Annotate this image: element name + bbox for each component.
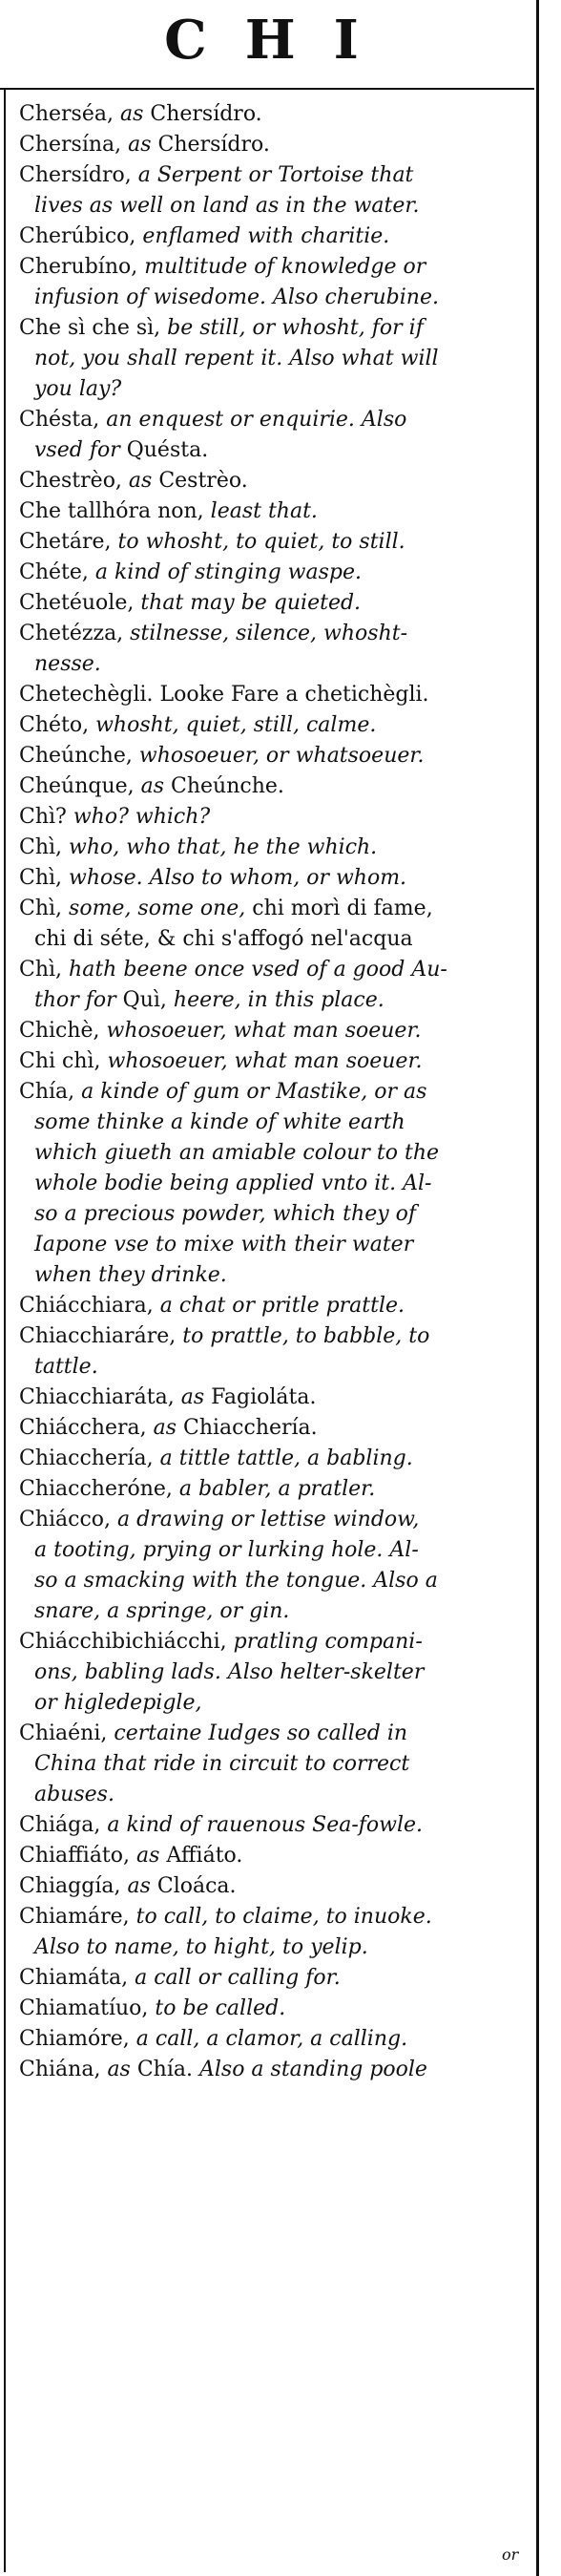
definition-text: as	[107, 2058, 137, 2081]
dictionary-entry	[19, 527, 534, 558]
dictionary-entry	[19, 496, 534, 527]
entry-continuation-line	[19, 374, 534, 405]
definition-text: some thinke a kinde of white earth	[34, 1110, 405, 1134]
entry-first-line	[19, 619, 534, 649]
headword-text: Chì,	[19, 958, 70, 982]
headword-text: Quésta.	[126, 438, 209, 462]
right-rule	[536, 0, 539, 2576]
dictionary-entry	[19, 619, 534, 680]
headword-text: Chéto,	[19, 713, 96, 737]
definition-text: infusion of wisedome. Also cherubine.	[34, 285, 439, 309]
headword-text: Chiaffiáto,	[19, 1844, 137, 1868]
entry-first-line	[19, 222, 534, 252]
dictionary-entry	[19, 1413, 534, 1444]
dictionary-entry	[19, 1016, 534, 1046]
headword-text: Chiacchería.	[183, 1416, 318, 1440]
entry-continuation-line	[19, 1230, 534, 1260]
headword-text: chi morì di fame,	[252, 897, 433, 920]
entry-continuation-line	[19, 1352, 534, 1383]
dictionary-entry	[19, 588, 534, 619]
entry-continuation-line	[19, 1138, 534, 1169]
headword-text: Chetechègli. Looke Fare a chetichègli.	[19, 683, 429, 707]
entry-first-line	[19, 802, 534, 833]
entry-first-line	[19, 863, 534, 894]
definition-text: Iapone vse to mixe with their water	[34, 1233, 414, 1256]
definition-text: so a smacking with the tongue. Also a	[34, 1569, 438, 1593]
definition-text: vsed for	[34, 438, 127, 462]
entry-continuation-line	[19, 1535, 534, 1566]
entry-first-line	[19, 1994, 534, 2024]
entry-first-line	[19, 1077, 534, 1108]
entry-continuation-line	[19, 435, 534, 466]
headword-text: chi di séte, & chi s'affogó nel'acqua	[34, 927, 413, 951]
headword-text: Fagioláta.	[211, 1385, 317, 1409]
headword-text: Chía,	[19, 1080, 82, 1104]
definition-text: enflamed with charitie.	[142, 224, 390, 248]
dictionary-entry	[19, 955, 534, 1016]
definition-text: as	[127, 1874, 157, 1898]
dictionary-entry	[19, 1474, 534, 1505]
dictionary-entry	[19, 1627, 534, 1719]
headword-text: Cestrèo.	[158, 469, 248, 493]
headword-text: Chestrèo,	[19, 469, 129, 493]
entry-continuation-line	[19, 191, 534, 222]
entry-first-line	[19, 1902, 534, 1932]
headword-text: Chì?	[19, 805, 73, 829]
headword-text: Chiána,	[19, 2058, 108, 2081]
headword-text: Cheúnque,	[19, 774, 141, 798]
headword-text: Che tallhóra non,	[19, 499, 211, 523]
definition-text: hath beene once vsed of a good Au-	[69, 958, 447, 982]
entry-first-line	[19, 1291, 534, 1321]
entry-first-line	[19, 558, 534, 588]
entry-continuation-line	[19, 1688, 534, 1719]
dictionary-entry	[19, 710, 534, 741]
definition-text: a chat or pritle prattle.	[159, 1294, 405, 1318]
headword-text: Chiacchiaráta,	[19, 1385, 181, 1409]
dictionary-entry	[19, 680, 534, 710]
entry-continuation-line	[19, 924, 534, 955]
definition-text: a tittle tattle, a babling.	[159, 1446, 413, 1470]
headword-text: Chersídro.	[150, 102, 262, 126]
dictionary-entry	[19, 1902, 534, 1963]
entry-continuation-line	[19, 1108, 534, 1138]
entry-first-line	[19, 833, 534, 863]
headword-text: Chiamáta,	[19, 1966, 135, 1990]
definition-text: tattle.	[34, 1355, 98, 1379]
definition-text: as	[140, 774, 172, 798]
entry-first-line	[19, 1810, 534, 1841]
dictionary-entry	[19, 2055, 534, 2085]
definition-text: to prattle, to babble, to	[182, 1324, 430, 1348]
headword-text: Chésta,	[19, 408, 107, 432]
definition-text: whosoeuer, what man soeuer.	[106, 1019, 422, 1043]
headword-text: Chiácco,	[19, 1508, 118, 1531]
definition-text: multitude of knowledge or	[144, 255, 426, 279]
entry-continuation-line	[19, 344, 534, 374]
entry-first-line	[19, 99, 534, 130]
dictionary-entry	[19, 833, 534, 863]
page-title: CHI	[164, 9, 397, 72]
entry-continuation-line	[19, 985, 534, 1016]
definition-text: you lay?	[34, 377, 122, 401]
entry-first-line	[19, 741, 534, 771]
dictionary-entry	[19, 1994, 534, 2024]
entry-first-line	[19, 1474, 534, 1505]
dictionary-entry	[19, 1444, 534, 1474]
headword-text: Cheúnche.	[171, 774, 284, 798]
dictionary-entry	[19, 894, 534, 955]
definition-text: an enquest or enquirie. Also	[106, 408, 407, 432]
entry-first-line	[19, 1444, 534, 1474]
entry-first-line	[19, 1719, 534, 1749]
dictionary-entry	[19, 1077, 534, 1291]
headword-text: Chiága,	[19, 1813, 108, 1837]
definition-text: Also a standing poole	[198, 2058, 427, 2081]
headword-text: Quì,	[122, 988, 174, 1012]
entry-first-line	[19, 496, 534, 527]
definition-text: to call, to claime, to inuoke.	[135, 1905, 432, 1929]
headword-text: Chiácchibichiácchi,	[19, 1630, 234, 1654]
dictionary-entry	[19, 802, 534, 833]
headword-text: Chersína,	[19, 133, 129, 157]
headword-text: Chersídro,	[19, 163, 138, 187]
definition-text: a drawing or lettise window,	[117, 1508, 420, 1531]
dictionary-entry	[19, 1871, 534, 1902]
headword-text: Chiamóre,	[19, 2027, 136, 2051]
headword-text: Cherúbico,	[19, 224, 143, 248]
headword-text: Chiamáre,	[19, 1905, 136, 1929]
definition-text: whole bodie being applied vnto it. Al-	[34, 1172, 432, 1195]
entry-first-line	[19, 1627, 534, 1658]
definition-text: not, you shall repent it. Also what will	[34, 347, 439, 370]
entry-continuation-line	[19, 649, 534, 680]
dictionary-entry	[19, 741, 534, 771]
definition-text: ons, babling lads. Also helter-skelter	[34, 1660, 425, 1684]
entry-first-line	[19, 955, 534, 985]
dictionary-entry	[19, 1505, 534, 1627]
definition-text: as	[180, 1385, 212, 1409]
entry-first-line	[19, 405, 534, 435]
headword-text: Chì,	[19, 897, 70, 920]
entry-continuation-line	[19, 1932, 534, 1963]
entry-continuation-line	[19, 1199, 534, 1230]
definition-text: thor for	[34, 988, 123, 1012]
dictionary-entry	[19, 99, 534, 130]
headword-text: Chiacchería,	[19, 1446, 160, 1470]
headword-text: Cherubíno,	[19, 255, 145, 279]
headword-text: Chetézza,	[19, 622, 131, 645]
headword-text: Chiácchera,	[19, 1416, 154, 1440]
entry-first-line	[19, 252, 534, 283]
entry-first-line	[19, 1841, 534, 1871]
definition-text: some, some one,	[69, 897, 253, 920]
dictionary-entry	[19, 1383, 534, 1413]
definition-text: who? which?	[73, 805, 211, 829]
definition-text: that may be quieted.	[140, 591, 362, 615]
definition-text: so a precious powder, which they of	[34, 1202, 417, 1226]
entry-first-line	[19, 1413, 534, 1444]
definition-text: as	[128, 133, 158, 157]
dictionary-entry	[19, 1963, 534, 1994]
headword-text: Chiacchiaráre,	[19, 1324, 183, 1348]
entry-continuation-line	[19, 1596, 534, 1627]
definition-text: China that ride in circuit to correct	[34, 1752, 410, 1776]
definition-text: abuses.	[34, 1783, 114, 1806]
definition-text: heere, in this place.	[173, 988, 384, 1012]
entry-continuation-line	[19, 1260, 534, 1291]
dictionary-entry	[19, 405, 534, 466]
entry-first-line	[19, 2024, 534, 2055]
headword-text: Chiaéni,	[19, 1721, 114, 1745]
dictionary-entry	[19, 1810, 534, 1841]
definition-text: whose. Also to whom, or whom.	[69, 866, 407, 890]
definition-text: whosoeuer, or whatsoeuer.	[138, 744, 425, 768]
dictionary-entry	[19, 130, 534, 160]
dictionary-entry	[19, 252, 534, 313]
entry-first-line	[19, 1046, 534, 1077]
headword-text: Cherséa,	[19, 102, 120, 126]
top-rule	[0, 88, 534, 90]
dictionary-entry	[19, 313, 534, 405]
dictionary-entry	[19, 1321, 534, 1383]
entry-first-line	[19, 1016, 534, 1046]
entry-first-line	[19, 894, 534, 924]
definition-text: nesse.	[34, 652, 101, 676]
headword-text: Chiaccheróne,	[19, 1477, 179, 1501]
headword-text: Chi chì,	[19, 1049, 108, 1073]
entry-first-line	[19, 1871, 534, 1902]
headword-text: Chì,	[19, 866, 70, 890]
definition-text: stilnesse, silence, whosht-	[130, 622, 408, 645]
definition-text: certaine Iudges so called in	[114, 1721, 408, 1745]
entries-column	[19, 99, 534, 2085]
dictionary-entry	[19, 1046, 534, 1077]
headword-text: Chiácchiara,	[19, 1294, 160, 1318]
dictionary-entry	[19, 771, 534, 802]
headword-text: Chersídro.	[157, 133, 270, 157]
definition-text: as	[119, 102, 151, 126]
definition-text: or higledepigle,	[34, 1691, 202, 1715]
definition-text: as	[136, 1844, 167, 1868]
headword-text: Affiáto.	[166, 1844, 243, 1868]
dictionary-entry	[19, 558, 534, 588]
headword-text: Chetéuole,	[19, 591, 141, 615]
definition-text: a kind of stinging waspe.	[94, 560, 363, 584]
entry-first-line	[19, 680, 534, 710]
headword-text: Chía.	[136, 2058, 199, 2081]
dictionary-entry	[19, 160, 534, 222]
definition-text: as	[153, 1416, 184, 1440]
entry-first-line	[19, 1505, 534, 1535]
headword-text: Che sì che sì,	[19, 316, 168, 340]
definition-text: to be called.	[155, 1996, 286, 2020]
definition-text: lives as well on land as in the water.	[34, 194, 420, 218]
definition-text: a tooting, prying or lurking hole. Al-	[34, 1538, 419, 1562]
entry-first-line	[19, 130, 534, 160]
entry-continuation-line	[19, 283, 534, 313]
entry-continuation-line	[19, 1169, 534, 1199]
entry-first-line	[19, 1963, 534, 1994]
definition-text: pratling compani-	[233, 1630, 423, 1654]
entry-continuation-line	[19, 1749, 534, 1780]
entry-first-line	[19, 2055, 534, 2085]
entry-first-line	[19, 313, 534, 344]
entry-first-line	[19, 1321, 534, 1352]
entry-continuation-line	[19, 1566, 534, 1596]
definition-text: a kinde of gum or Mastike, or as	[81, 1080, 427, 1104]
definition-text: a call, a clamor, a calling.	[135, 2027, 408, 2051]
definition-text: who, who that, he the which.	[69, 835, 378, 859]
entry-continuation-line	[19, 1780, 534, 1810]
headword-text: Chichè,	[19, 1019, 107, 1043]
entry-first-line	[19, 710, 534, 741]
definition-text: to whosht, to quiet, to still.	[117, 530, 405, 554]
definition-text: Also to name, to hight, to yelip.	[34, 1935, 368, 1959]
dictionary-entry	[19, 1719, 534, 1810]
definition-text: whosoeuer, what man soeuer.	[107, 1049, 423, 1073]
entry-first-line	[19, 527, 534, 558]
headword-text: Chì,	[19, 835, 70, 859]
catchword: or	[502, 2545, 519, 2564]
entry-first-line	[19, 1383, 534, 1413]
definition-text: a kind of rauenous Sea-fowle.	[107, 1813, 424, 1837]
definition-text: be still, or whosht, for if	[167, 316, 424, 340]
headword-text: Cloáca.	[156, 1874, 237, 1898]
entry-first-line	[19, 466, 534, 496]
dictionary-entry	[19, 1841, 534, 1871]
definition-text: as	[128, 469, 159, 493]
definition-text: when they drinke.	[34, 1263, 227, 1287]
entry-first-line	[19, 771, 534, 802]
definition-text: a Serpent or Tortoise that	[137, 163, 414, 187]
definition-text: least that.	[210, 499, 318, 523]
headword-text: Chiamatíuo,	[19, 1996, 156, 2020]
entry-first-line	[19, 160, 534, 191]
left-rule	[4, 90, 6, 2572]
headword-text: Chiaggía,	[19, 1874, 128, 1898]
definition-text: whosht, quiet, still, calme.	[95, 713, 377, 737]
definition-text: a babler, a pratler.	[178, 1477, 376, 1501]
dictionary-entry	[19, 222, 534, 252]
headword-text: Chéte,	[19, 560, 95, 584]
dictionary-entry	[19, 466, 534, 496]
definition-text: which giueth an amiable colour to the	[34, 1141, 440, 1165]
dictionary-entry	[19, 1291, 534, 1321]
headword-text: Cheúnche,	[19, 744, 139, 768]
dictionary-entry	[19, 2024, 534, 2055]
definition-text: a call or calling for.	[135, 1966, 341, 1990]
definition-text: snare, a springe, or gin.	[34, 1599, 290, 1623]
entry-first-line	[19, 588, 534, 619]
entry-continuation-line	[19, 1658, 534, 1688]
headword-text: Chetáre,	[19, 530, 118, 554]
dictionary-entry	[19, 863, 534, 894]
